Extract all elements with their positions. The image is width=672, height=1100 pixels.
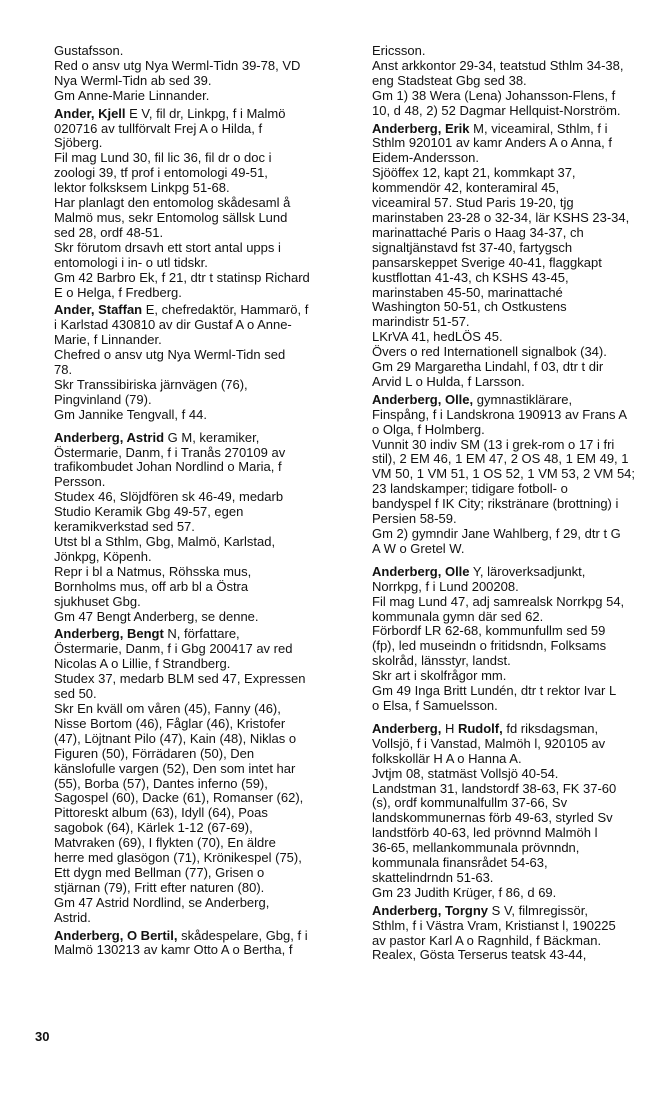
entry-line: Gm 47 Bengt Anderberg, se denne. [54, 608, 259, 624]
entry-line [54, 303, 354, 318]
entry-line: eng Stadsteat Gbg sed 38. [372, 72, 527, 88]
entry-line: Anst arkkontor 29-34, teatstud Sthlm 34-38, [372, 57, 624, 73]
entry-line: Arvid L o Hulda, f Larsson. [372, 373, 525, 389]
entry-line: Landstman 31, landstordf 38-63, FK 37-60 [372, 780, 617, 796]
entry-line: Gm 42 Barbro Ek, f 21, dtr t statinsp Richard [54, 269, 310, 285]
entry-line: kustflottan 41-43, ch KSHS 43-45, [372, 269, 569, 285]
entry-line: zoologi 39, tf prof i entomologi 49-51, [54, 165, 268, 181]
entry-line: 23 landskamper; tidigare fotboll- o [372, 481, 568, 497]
entry-line: Fil mag Lund 30, fil lic 36, fil dr o doc i [54, 150, 272, 166]
entry-line [372, 122, 668, 137]
entry-line: Finspång, f i Landskrona 190913 av Frans A [372, 406, 628, 422]
entry-line [372, 904, 668, 919]
left-column [54, 44, 354, 958]
entry [54, 929, 354, 959]
entry-line: Persien 58-59. [372, 511, 457, 527]
entry-line: landskommunernas förb 49-63, styrled Sv [372, 810, 613, 826]
entry-line: Förbordf LR 62-68, kommunfullm sed 59 [372, 623, 606, 639]
entry-line: Nicolas A o Lillie, f Strandberg. [54, 656, 231, 672]
entry-line: Ett dygn med Bellman (77), Grisen o [54, 864, 265, 880]
entry-line: Norrkpg, f i Lund 200208. [372, 578, 519, 594]
entry-line: Vollsjö, f i Vanstad, Malmöh l, 920105 av [372, 735, 606, 751]
entry-name: Anderberg, Bengt [54, 626, 164, 642]
entry-line: sed 50. [54, 686, 97, 702]
entry-line: Skr En kväll om våren (45), Fanny (46), [54, 700, 281, 716]
entry-line: Gm Jannike Tengvall, f 44. [54, 406, 207, 422]
entry-line: Figuren (50), Förrädaren (50), Den [54, 745, 255, 761]
entry-name: Anderberg, Olle [372, 563, 470, 579]
entry-line: Sagospel (60), Dacke (61), Romanser (62), [54, 790, 304, 806]
entry-line: Jönkpg, Köpenh. [54, 548, 152, 564]
entry-line [54, 107, 354, 122]
entry [372, 122, 668, 390]
entry-line: folkskollär H A o Hanna A. [372, 750, 522, 766]
entry-line [372, 393, 668, 408]
entry-line: Har planlagt den entomolog skådesaml å [54, 195, 291, 211]
entry-line: kommunala gymn där sed 62. [372, 608, 544, 624]
entry-line: Malmö 130213 av kamr Otto A o Bertha, f [54, 942, 293, 958]
entry-line: sagobok (64), Kärlek 1-12 (67-69), [54, 820, 253, 836]
entry-line: 020716 av tullförvalt Frej A o Hilda, f [54, 120, 263, 136]
entry-line: Gm Anne-Marie Linnander. [54, 87, 210, 103]
entry-line: Övers o red Internationell signalbok (34). [372, 344, 607, 360]
entry-line: Pittoreskt album (63), Idyll (64), Poas [54, 805, 268, 821]
entry-line: skattelindrndn 51-63. [372, 869, 494, 885]
entry-line: Östermarie, Danm, f i Gbg 200417 av red [54, 641, 293, 657]
entry-line: Vunnit 30 indiv SM (13 i grek-rom o 17 i fri [372, 436, 615, 452]
entry [54, 627, 354, 925]
entry-line: E o Helga, f Fredberg. [54, 284, 182, 300]
entry-line: Sthlm 920101 av kamr Anders A o Anna, f [372, 135, 612, 151]
entry-name: Anderberg, Torgny [372, 902, 489, 918]
entry-line: Realex, Gösta Terserus teatsk 43-44, [372, 947, 587, 963]
entry-initial: H [441, 720, 458, 736]
entry-line: Nisse Bortom (46), Fåglar (46), Kristofer [54, 715, 286, 731]
entry-name: Anderberg, Erik [372, 120, 470, 136]
entry-line: marinattaché Paris o Haag 34-37, ch [372, 224, 584, 240]
entry-line [372, 565, 668, 580]
right-column [372, 44, 668, 963]
entry [372, 44, 668, 119]
entry-line: A W o Gretel W. [372, 540, 465, 556]
entry-line: Gm 49 Inga Britt Lundén, dtr t rektor Ivar L [372, 683, 617, 699]
entry [54, 431, 354, 625]
entry-name: Anderberg, [372, 720, 442, 736]
entry-name: Ander, Staffan [54, 302, 143, 318]
entry-line: Gustafsson. [54, 43, 124, 58]
entry-line: Eidem-Andersson. [372, 150, 479, 166]
entry-line: 10, d 48, 2) 52 Dagmar Hellquist-Norström. [372, 102, 621, 118]
entry-line: Astrid. [54, 909, 91, 925]
entry-line: marinstaben 23-28 o 32-34, lär KSHS 23-34, [372, 209, 630, 225]
entry-line: o Olga, f Holmberg. [372, 421, 485, 437]
entry-line: Sthlm, f i Västra Vram, Kristianst l, 190225 [372, 917, 616, 933]
entry-line: Studio Keramik Gbg 49-57, egen [54, 504, 244, 520]
entry-line [54, 929, 354, 944]
entry-line: kommunala finansrådet 54-63, [372, 855, 548, 871]
entry-line: Gm 1) 38 Wera (Lena) Johansson-Flens, f [372, 87, 616, 103]
entry-line: Persson. [54, 474, 106, 490]
entry-line: Washington 50-51, ch Ostkustens [372, 299, 567, 315]
entry-line [54, 431, 354, 446]
entry-name: Ander, Kjell [54, 105, 126, 121]
entry-line: pansarskeppet Sverige 40-41, flaggkapt [372, 254, 602, 270]
entry [54, 303, 354, 422]
entry-text: skådespelare, Gbg, f i [177, 927, 308, 943]
entry-line: marinstaben 45-50, marinattaché [372, 284, 563, 300]
entry-line: lektor folksksem Linkpg 51-68. [54, 180, 230, 196]
entry-line: Gm 29 Margaretha Lindahl, f 03, dtr t dir [372, 359, 604, 375]
entry-line: (47), Löjtnant Pilo (47), Kain (48), Niklas o [54, 730, 297, 746]
page-number: 30 [35, 1029, 50, 1044]
entry-line [54, 627, 354, 642]
entry-line: sjukhuset Gbg. [54, 593, 141, 609]
entry-line: sed 28, ordf 48-51. [54, 224, 164, 240]
entry-text: gymnastiklärare, [473, 391, 573, 407]
entry-line: Skr förutom drsavh ett stort antal upps i [54, 239, 281, 255]
entry-line: bandyspel f IK City; rikstränare (brottning) i [372, 496, 619, 512]
entry-line: Sjöberg. [54, 135, 103, 151]
entry-line: herre med glasögon (71), Krönikespel (75), [54, 850, 302, 866]
entry-line: VM 50, 1 VM 51, 1 OS 52, 1 VM 53, 2 VM 54; [372, 466, 636, 482]
entry-line: Repr i bl a Natmus, Röhsska mus, [54, 563, 252, 579]
entry-text: S V, filmregissör, [488, 902, 588, 918]
entry-line: (s), ordf kommunalfullm 37-66, Sv [372, 795, 568, 811]
entry-line: Chefred o ansv utg Nya Werml-Tidn sed [54, 347, 286, 363]
entry [54, 44, 354, 104]
entry-line: trafikombudet Johan Nordlind o Maria, f [54, 459, 282, 475]
entry [372, 565, 668, 714]
entry-line: Gm 47 Astrid Nordlind, se Anderberg, [54, 894, 270, 910]
entry-name: Anderberg, O Bertil, [54, 927, 178, 943]
entry-line: stjärnan (79), Fritt efter naturen (80). [54, 879, 265, 895]
entry-line: LKrVA 41, hedLÖS 45. [372, 329, 503, 345]
entry-line: Gm 2) gymndir Jane Wahlberg, f 29, dtr t G [372, 526, 621, 541]
entry-line: Jvtjm 08, statmäst Vollsjö 40-54. [372, 765, 559, 781]
entry-text: Y, läroverksadjunkt, [469, 563, 586, 579]
entry-line: marindistr 51-57. [372, 314, 470, 330]
entry-line: Red o ansv utg Nya Werml-Tidn 39-78, VD [54, 57, 301, 73]
entry-line: stil), 2 EM 46, 1 EM 47, 2 OS 48, 1 EM 49, 1 [372, 451, 629, 467]
entry [54, 107, 354, 301]
entry-line: Studex 46, Slöjdfören sk 46-49, medarb [54, 489, 284, 505]
entry [372, 393, 668, 557]
entry-line: keramikverkstad sed 57. [54, 519, 195, 535]
entry-line: känslofulle vargen (52), Den som intet har [54, 760, 296, 776]
entry-line: o Elsa, f Samuelsson. [372, 697, 498, 713]
entry-line: viceamiral 57. Stud Paris 19-20, tjg [372, 195, 574, 211]
entry-text: E, chefredaktör, Hammarö, f [142, 302, 309, 318]
entry-line: (fp), led museindn o fritidsndn, Folksams [372, 638, 607, 654]
entry-text: G M, keramiker, [164, 429, 260, 445]
entry-line: entomologi i in- o utl tidskr. [54, 254, 208, 270]
entry-name-second: Rudolf, [457, 720, 503, 736]
entry-line: Studex 37, medarb BLM sed 47, Expressen [54, 671, 306, 687]
entry-line: Utst bl a Sthlm, Gbg, Malmö, Karlstad, [54, 534, 276, 549]
entry-line: skolråd, länsstyr, landst. [372, 653, 511, 669]
entry-text: N, författare, [163, 626, 240, 642]
entry-text: E V, fil dr, Linkpg, f i Malmö [125, 105, 286, 121]
entry-line: Bornholms mus, off arb bl a Östra [54, 578, 249, 594]
entry-line: Ericsson. [372, 43, 426, 58]
entry-line: Skr art i skolfrågor mm. [372, 668, 507, 684]
entry-line: Pingvinland (79). [54, 391, 152, 407]
entry-line: landstförb 40-63, led prövnnd Malmöh l [372, 825, 598, 841]
entry-line: Gm 23 Judith Krüger, f 86, d 69. [372, 884, 557, 900]
entry-line: av pastor Karl A o Ragnhild, f Bäckman. [372, 932, 602, 948]
entry-text: M, viceamiral, Sthlm, f i [469, 120, 608, 136]
entry-line: kommendör 42, konteramiral 45, [372, 180, 560, 196]
entry-line [372, 722, 668, 737]
entry-line: (55), Borba (57), Dantes inferno (59), [54, 775, 268, 791]
entry-line: Fil mag Lund 47, adj samrealsk Norrkpg 54, [372, 593, 625, 609]
entry-line: i Karlstad 430810 av dir Gustaf A o Anne- [54, 317, 292, 333]
entry-line: 78. [54, 362, 73, 378]
entry-text: fd riksdagsman, [502, 720, 599, 736]
entry-line: Matvraken (69), I flykten (70), En äldre [54, 835, 276, 851]
entry-line: 36-65, mellankommunala prövnndn, [372, 840, 580, 856]
entry-line: Malmö mus, sekr Entomolog sällsk Lund [54, 209, 288, 225]
entry-line: Marie, f Linnander. [54, 332, 162, 348]
entry [372, 722, 668, 901]
entry-line: Nya Werml-Tidn ab sed 39. [54, 72, 212, 88]
entry [372, 904, 668, 964]
entry-line: Sjööffex 12, kapt 21, kommkapt 37, [372, 165, 576, 181]
entry-line: Östermarie, Danm, f i Tranås 270109 av [54, 444, 286, 460]
entry-line: signaltjänstavd fst 37-40, fartygsch [372, 239, 573, 255]
entry-name: Anderberg, Astrid [54, 429, 165, 445]
entry-line: Skr Transsibiriska järnvägen (76), [54, 376, 248, 392]
entry-name: Anderberg, Olle, [372, 391, 474, 407]
